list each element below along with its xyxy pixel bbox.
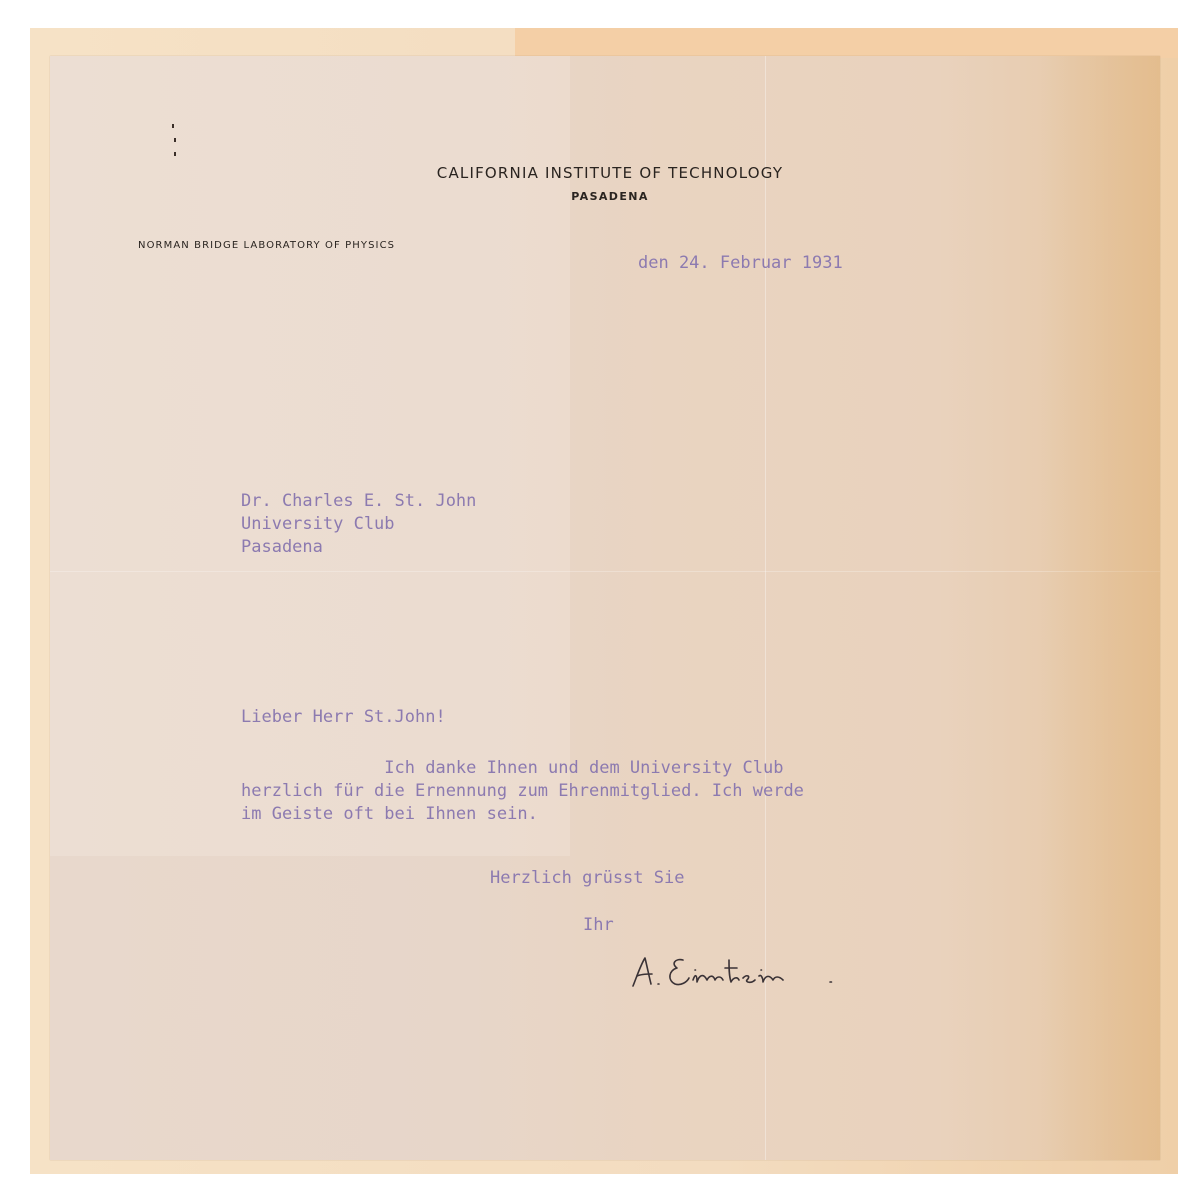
letterhead-laboratory: NORMAN BRIDGE LABORATORY OF PHYSICS: [138, 240, 396, 251]
backing-stain: [515, 28, 1178, 58]
recipient-line: Pasadena: [241, 537, 323, 557]
edge-discoloration: [1040, 56, 1160, 1160]
recipient-line: Dr. Charles E. St. John: [241, 491, 477, 511]
letterhead-city: PASADENA: [571, 190, 649, 203]
margin-mark: [172, 124, 174, 128]
recipient-line: University Club: [241, 514, 395, 534]
letter-closing-ihr: Ihr: [583, 915, 614, 935]
fold-line-horizontal: [50, 571, 1160, 572]
handwritten-signature: [625, 946, 855, 996]
letter-sheet: [50, 56, 1160, 1160]
margin-mark: [174, 152, 176, 156]
letterhead-institution: CALIFORNIA INSTITUTE OF TECHNOLOGY: [436, 164, 784, 182]
letter-closing: Herzlich grüsst Sie: [490, 868, 685, 888]
body-line: im Geiste oft bei Ihnen sein.: [241, 804, 538, 824]
margin-mark: [174, 138, 176, 142]
letter-date: den 24. Februar 1931: [638, 253, 843, 273]
letter-salutation: Lieber Herr St.John!: [241, 707, 446, 727]
body-line: herzlich für die Ernennung zum Ehrenmitglied. Ich werde: [241, 781, 804, 801]
body-line: Ich danke Ihnen und dem University Club: [241, 758, 784, 778]
